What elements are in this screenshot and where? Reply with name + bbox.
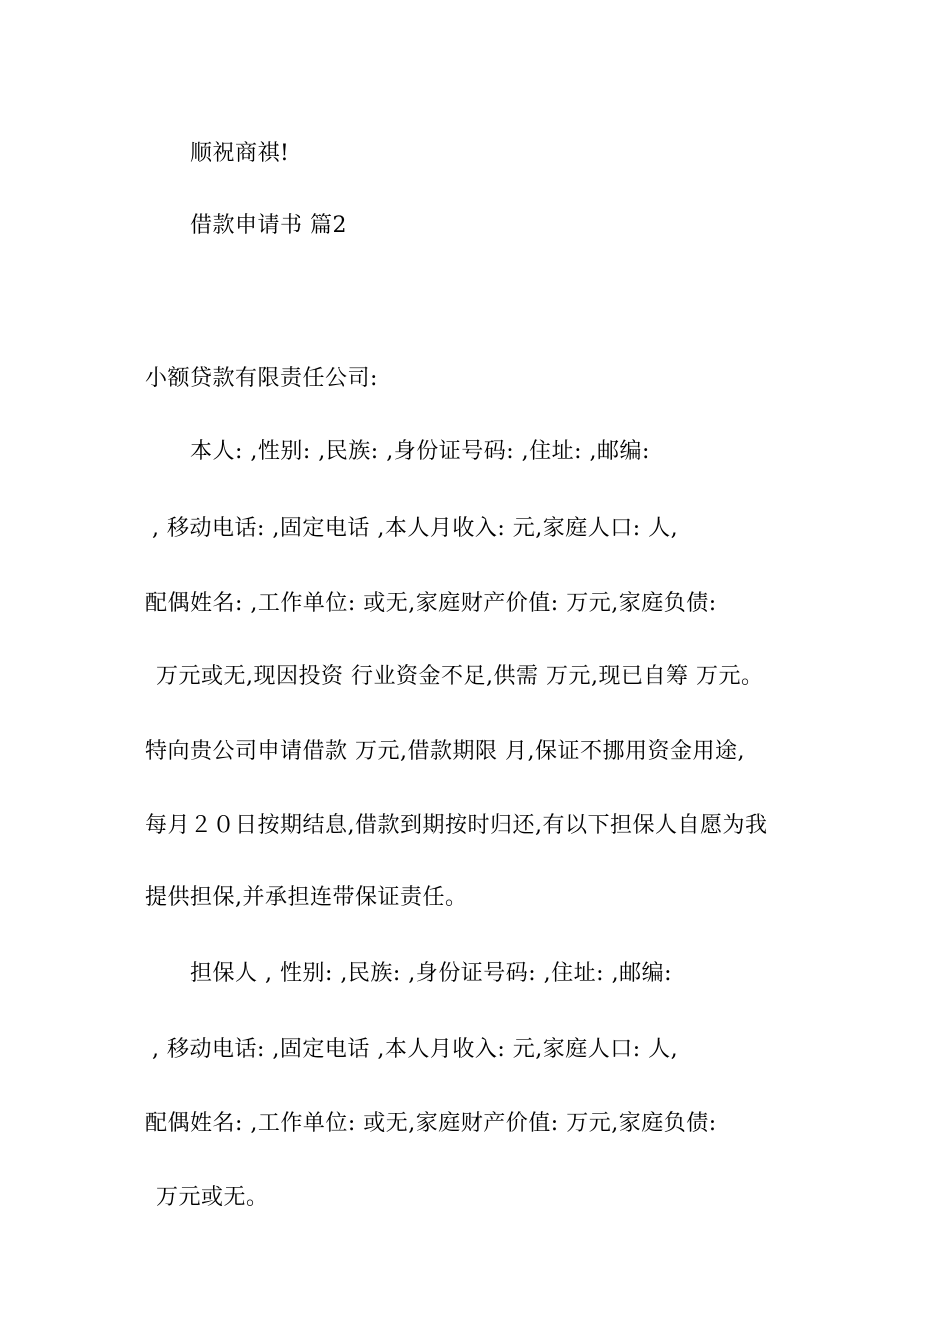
paragraph-line: 本人: ,性别: ,民族: ,身份证号码: ,住址: ,邮编: xyxy=(190,439,650,464)
paragraph-line: 每月２０日按期结息,借款到期按时归还,有以下担保人自愿为我 xyxy=(145,813,768,838)
paragraph-line: 万元或无。 xyxy=(156,1185,269,1210)
paragraph-line: 担保人 , 性别: ,民族: ,身份证号码: ,住址: ,邮编: xyxy=(190,961,672,986)
paragraph-line: 特向贵公司申请借款 万元,借款期限 月,保证不挪用资金用途, xyxy=(145,739,745,764)
paragraph-line: , 移动电话: ,固定电话 ,本人月收入: 元,家庭人口: 人, xyxy=(152,1037,679,1062)
section-title: 借款申请书 篇2 xyxy=(190,213,347,238)
paragraph-line: 配偶姓名: ,工作单位: 或无,家庭财产价值: 万元,家庭负债: xyxy=(145,1111,717,1136)
paragraph-line: 万元或无,现因投资 行业资金不足,供需 万元,现已自筹 万元。 xyxy=(156,664,764,689)
closing-greeting: 顺祝商祺! xyxy=(190,141,290,166)
paragraph-line: , 移动电话: ,固定电话 ,本人月收入: 元,家庭人口: 人, xyxy=(152,516,679,541)
paragraph-line: 配偶姓名: ,工作单位: 或无,家庭财产价值: 万元,家庭负债: xyxy=(145,591,717,616)
paragraph-line: 提供担保,并承担连带保证责任。 xyxy=(145,885,468,910)
addressee: 小额贷款有限责任公司: xyxy=(145,366,378,391)
